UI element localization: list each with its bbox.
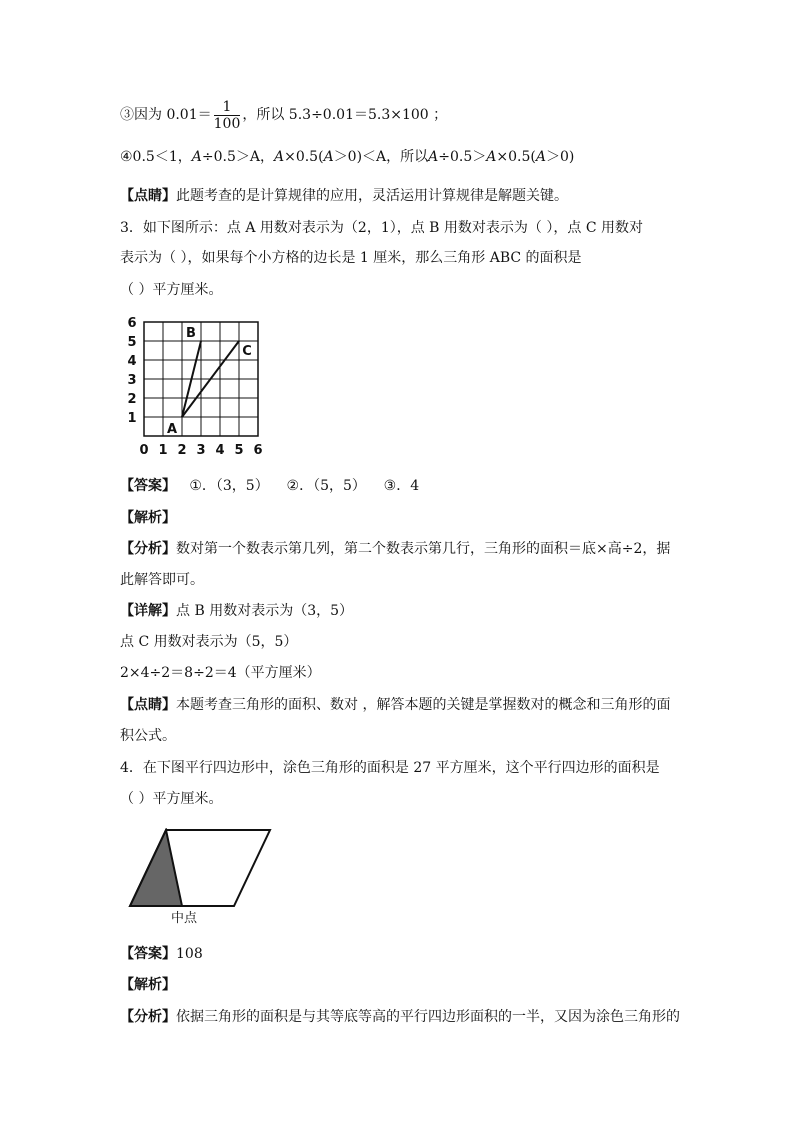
x-tick-label: 1 (158, 443, 168, 458)
step4-part: ÷0.5＞A， (201, 149, 274, 165)
dianjing-3-line1 (120, 695, 670, 715)
answer-tag: 【答案】 (120, 478, 176, 494)
fenxi-3-line2: 此解答即可。 (120, 572, 204, 588)
answer-text: 108 (176, 946, 203, 962)
dianjing-tag: 【点睛】 (120, 188, 176, 204)
fraction-numerator: 1 (214, 99, 241, 116)
fenxi-tag: 【分析】 (120, 1009, 176, 1025)
xiangjie-3-line1 (120, 601, 353, 621)
step4-var: A (535, 149, 547, 165)
step3-suffix: ，所以 5.3÷0.01＝5.3×100 ； (242, 107, 448, 123)
point-c-label: C (242, 344, 252, 359)
step4-var: A (273, 149, 285, 165)
step3-line (120, 98, 447, 132)
fenxi-3-line1 (120, 539, 670, 559)
step4-part: ＞0) (546, 149, 575, 165)
answer-text: ①．（3，5） ②．（5，5） ③．4 (176, 478, 420, 494)
dianjing-3-line2: 积公式。 (120, 728, 176, 744)
parallelogram-figure (128, 828, 288, 928)
y-tick-label: 1 (127, 411, 137, 426)
xiangjie-3-line3: 2×4÷2＝8÷2＝4（平方厘米） (120, 665, 321, 681)
x-tick-label: 3 (196, 443, 206, 458)
shaded-triangle (130, 830, 182, 906)
dianjing-1 (120, 186, 568, 206)
dianjing-text: 本题考查三角形的面积、数对 ，解答本题的关键是掌握数对的概念和三角形的面 (176, 697, 671, 713)
dianjing-tag: 【点睛】 (120, 697, 176, 713)
fenxi-text: 依据三角形的面积是与其等底等高的平行四边形面积的一半，又因为涂色三角形的 (176, 1009, 680, 1025)
xiangjie-tag: 【详解】 (120, 603, 176, 619)
step4-part: ÷0.5＞ (438, 149, 487, 165)
fenxi-4-line1 (120, 1007, 680, 1027)
step4-part: ＞0)＜A，所以 (333, 149, 429, 165)
step4-var: A (486, 149, 497, 165)
fenxi-tag: 【分析】 (120, 541, 176, 557)
y-tick-label: 3 (127, 373, 137, 388)
q3-line1: 3．如下图所示：点 A 用数对表示为（2，1），点 B 用数对表示为（ ），点 C 用数对 (120, 220, 643, 236)
xiangjie-3-line2: 点 C 用数对表示为（5，5） (120, 634, 298, 650)
step4-var: A (428, 149, 439, 165)
x-tick-label: 0 (139, 443, 149, 458)
q4-line1: 4．在下图平行四边形中，涂色三角形的面积是 27 平方厘米，这个平行四边形的面积是 (120, 760, 660, 776)
point-b-label: B (186, 326, 196, 341)
dianjing-text: 此题考查的是计算规律的应用，灵活运用计算规律是解题关键。 (176, 188, 568, 204)
q3-line3: （ ）平方厘米。 (120, 282, 223, 298)
point-a-label: A (166, 422, 178, 437)
y-tick-label: 6 (127, 316, 137, 331)
step4-var: A (191, 149, 202, 165)
coordinate-grid-figure (120, 312, 290, 462)
grid-lines (144, 322, 258, 436)
x-tick-label: 2 (177, 443, 187, 458)
answer-4 (120, 944, 203, 964)
y-tick-label: 4 (127, 354, 137, 369)
step3-prefix: ③因为 0.01＝ (120, 107, 212, 123)
jiexi-tag: 【解析】 (120, 510, 176, 526)
y-tick-label: 2 (127, 392, 137, 407)
step4-line (120, 147, 574, 167)
x-tick-label: 6 (253, 443, 263, 458)
q3-line2: 表示为（ ），如果每个小方格的边长是 1 厘米，那么三角形 ABC 的面积是 (120, 250, 582, 266)
step4-var: A (323, 149, 334, 165)
fraction-denominator: 100 (213, 115, 241, 132)
answer-3 (120, 476, 419, 496)
midpoint-label: 中点 (170, 911, 198, 926)
step4-part: ④0.5＜1， (120, 149, 192, 165)
fenxi-text: 数对第一个数表示第几列，第二个数表示第几行，三角形的面积＝底×高÷2，据 (176, 541, 671, 557)
q4-line2: （ ）平方厘米。 (120, 791, 223, 807)
step4-part: ×0.5( (284, 149, 324, 165)
y-tick-label: 5 (127, 335, 137, 350)
fraction (214, 99, 241, 132)
jiexi-tag: 【解析】 (120, 977, 176, 993)
answer-tag: 【答案】 (120, 946, 176, 962)
step4-part: ×0.5( (496, 149, 536, 165)
xiangjie-text: 点 B 用数对表示为（3，5） (176, 603, 354, 619)
x-tick-label: 5 (234, 443, 244, 458)
x-tick-label: 4 (215, 443, 225, 458)
